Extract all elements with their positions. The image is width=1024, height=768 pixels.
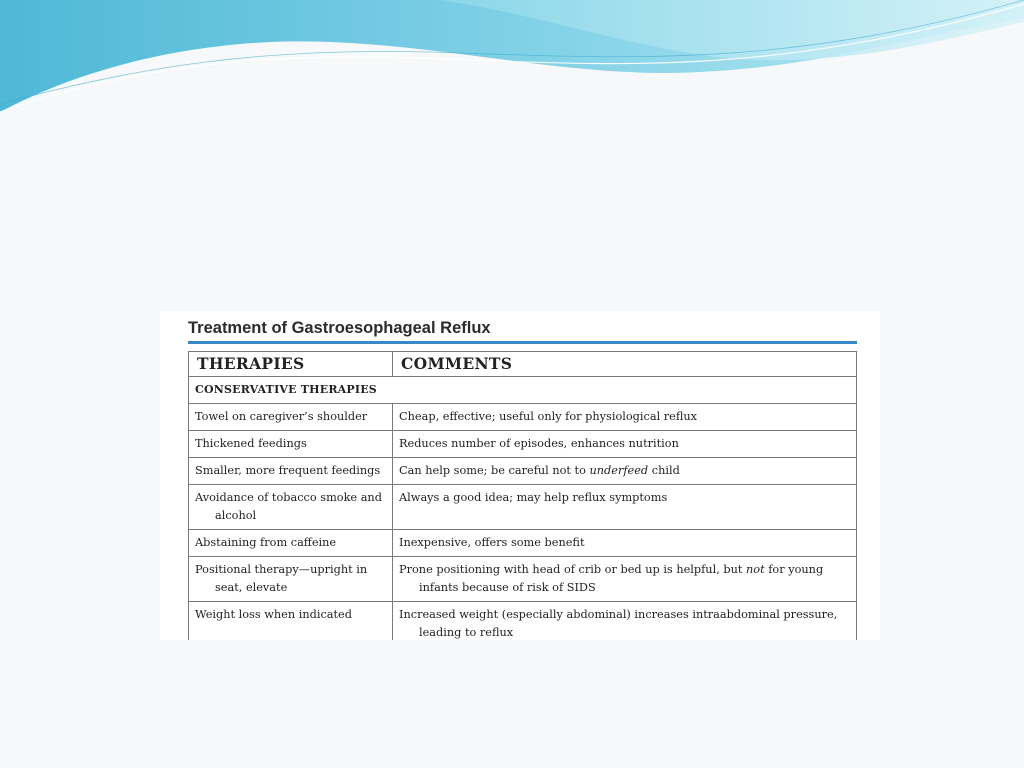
table-row xyxy=(189,485,857,530)
comment-emphasis: underfeed xyxy=(589,464,649,477)
comment-text: Prone positioning with head of crib or bed up is helpful, but xyxy=(399,563,747,576)
comment-cell: Inexpensive, offers some benefit xyxy=(393,530,857,557)
therapy-cell: Towel on caregiver’s shoulder xyxy=(189,404,393,431)
section-row xyxy=(189,377,857,404)
comment-cell xyxy=(393,557,857,602)
therapy-cell: Smaller, more frequent feedings xyxy=(189,458,393,485)
table-row xyxy=(189,530,857,557)
therapy-cell: Abstaining from caffeine xyxy=(189,530,393,557)
header-wave-decoration xyxy=(0,0,1024,130)
comment-emphasis: not xyxy=(746,563,765,576)
comment-cell xyxy=(393,458,857,485)
table-title: Treatment of Gastroesophageal Reflux xyxy=(188,319,491,337)
comment-cell: Increased weight (especially abdominal) increases intraabdominal pressure, leading to reflux xyxy=(393,602,857,641)
therapy-cell: Positional therapy—upright in seat, elevate xyxy=(189,557,393,602)
header-comments: COMMENTS xyxy=(393,352,857,377)
comment-cell: Cheap, effective; useful only for physiological reflux xyxy=(393,404,857,431)
table-header-row xyxy=(189,352,857,377)
header-therapies: THERAPIES xyxy=(189,352,393,377)
therapy-cell: Avoidance of tobacco smoke and alcohol xyxy=(189,485,393,530)
table-row xyxy=(189,458,857,485)
section-label: CONSERVATIVE THERAPIES xyxy=(189,377,857,404)
table-row xyxy=(189,431,857,458)
comment-text: Can help some; be careful not to xyxy=(399,464,590,477)
therapy-cell: Thickened feedings xyxy=(189,431,393,458)
comment-cell: Reduces number of episodes, enhances nutrition xyxy=(393,431,857,458)
treatment-table xyxy=(188,351,857,640)
table-figure xyxy=(160,311,880,640)
table-row xyxy=(189,404,857,431)
table-row xyxy=(189,557,857,602)
title-rule xyxy=(188,341,857,344)
comment-text: child xyxy=(648,464,680,477)
comment-text: for young infants because of risk of SIDS xyxy=(419,563,824,594)
table-row xyxy=(189,602,857,641)
comment-cell: Always a good idea; may help reflux symptoms xyxy=(393,485,857,530)
therapy-cell: Weight loss when indicated xyxy=(189,602,393,641)
